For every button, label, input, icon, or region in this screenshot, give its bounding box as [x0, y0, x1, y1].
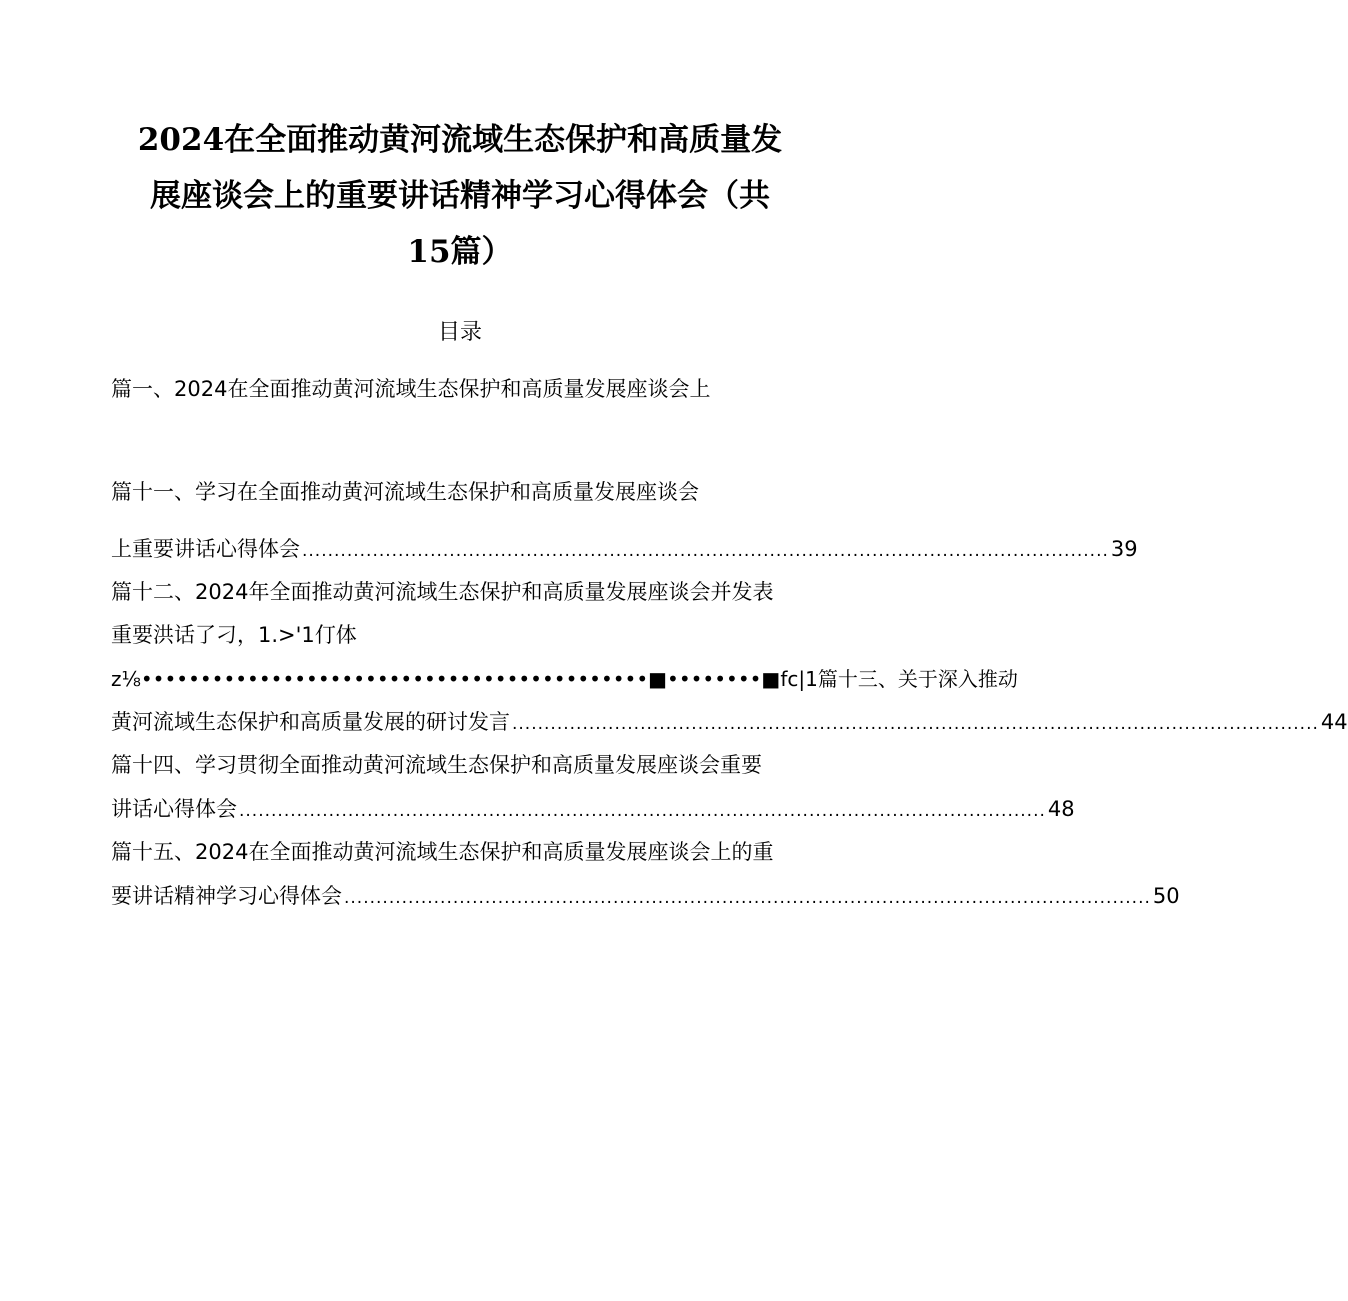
toc-entry-text: 篇十四、学习贯彻全面推动黄河流域生态保护和高质量发展座谈会重要 — [111, 753, 762, 777]
toc-entry-text: 重要洪话了刁，1.>'1仃体 — [111, 623, 357, 647]
dot-leader: .............................................................................................................................. — [302, 541, 1109, 561]
toc-page-number: 48 — [1047, 797, 1075, 821]
toc-entry-text: 要讲话精神学习心得体会 — [111, 884, 342, 908]
toc-entry-text: 上重要讲话心得体会 — [111, 537, 300, 561]
toc-entry-14[interactable] — [111, 750, 762, 780]
toc-page-number: 44 — [1320, 710, 1348, 734]
toc-entry-text: 讲话心得体会 — [111, 797, 237, 821]
toc-entry-11-cont[interactable] — [111, 534, 1138, 566]
toc-entry-11[interactable] — [111, 477, 699, 507]
dot-leader: .............................................................................................................................. — [239, 801, 1046, 821]
dot-leader: .............................................................................................................................. — [344, 888, 1151, 908]
toc-entry-text: 篇十一、学习在全面推动黄河流域生态保护和高质量发展座谈会 — [111, 480, 699, 504]
toc-entry-13[interactable] — [111, 664, 1018, 694]
title-line-3: 15篇） — [407, 234, 513, 270]
toc-entry-12[interactable] — [111, 577, 773, 607]
toc-entry-text: 篇十五、2024在全面推动黄河流域生态保护和高质量发展座谈会上的重 — [111, 840, 774, 864]
toc-entry-text: 篇十二、2024年全面推动黄河流域生态保护和高质量发展座谈会并发表 — [111, 580, 774, 604]
toc-entry-13-cont[interactable] — [111, 707, 1348, 739]
document-title — [110, 112, 810, 280]
toc-entry-text: 篇一、2024在全面推动黄河流域生态保护和高质量发展座谈会上 — [111, 377, 711, 401]
toc-entry-text: z⅛•••••••••••••••••••••••••••••••••••••••••••■••••••••■fc|1篇十三、关于深入推动 — [111, 667, 1018, 691]
dot-leader: .............................................................................................................................. — [512, 714, 1319, 734]
toc-page-number: 50 — [1152, 884, 1180, 908]
toc-entry-15[interactable] — [111, 837, 773, 867]
toc-entry-14-cont[interactable] — [111, 794, 1075, 826]
toc-entry-15-cont[interactable] — [111, 881, 1180, 913]
toc-entry-12-cont[interactable] — [111, 620, 357, 650]
toc-entry-1[interactable] — [111, 374, 710, 404]
toc-page-number: 39 — [1110, 537, 1138, 561]
title-line-1: 2024在全面推动黄河流域生态保护和高质量发 — [137, 122, 783, 158]
title-line-2: 展座谈会上的重要讲话精神学习心得体会（共 — [150, 178, 770, 214]
toc-heading: 目录 — [437, 320, 482, 345]
toc-entry-text: 黄河流域生态保护和高质量发展的研讨发言 — [111, 710, 510, 734]
